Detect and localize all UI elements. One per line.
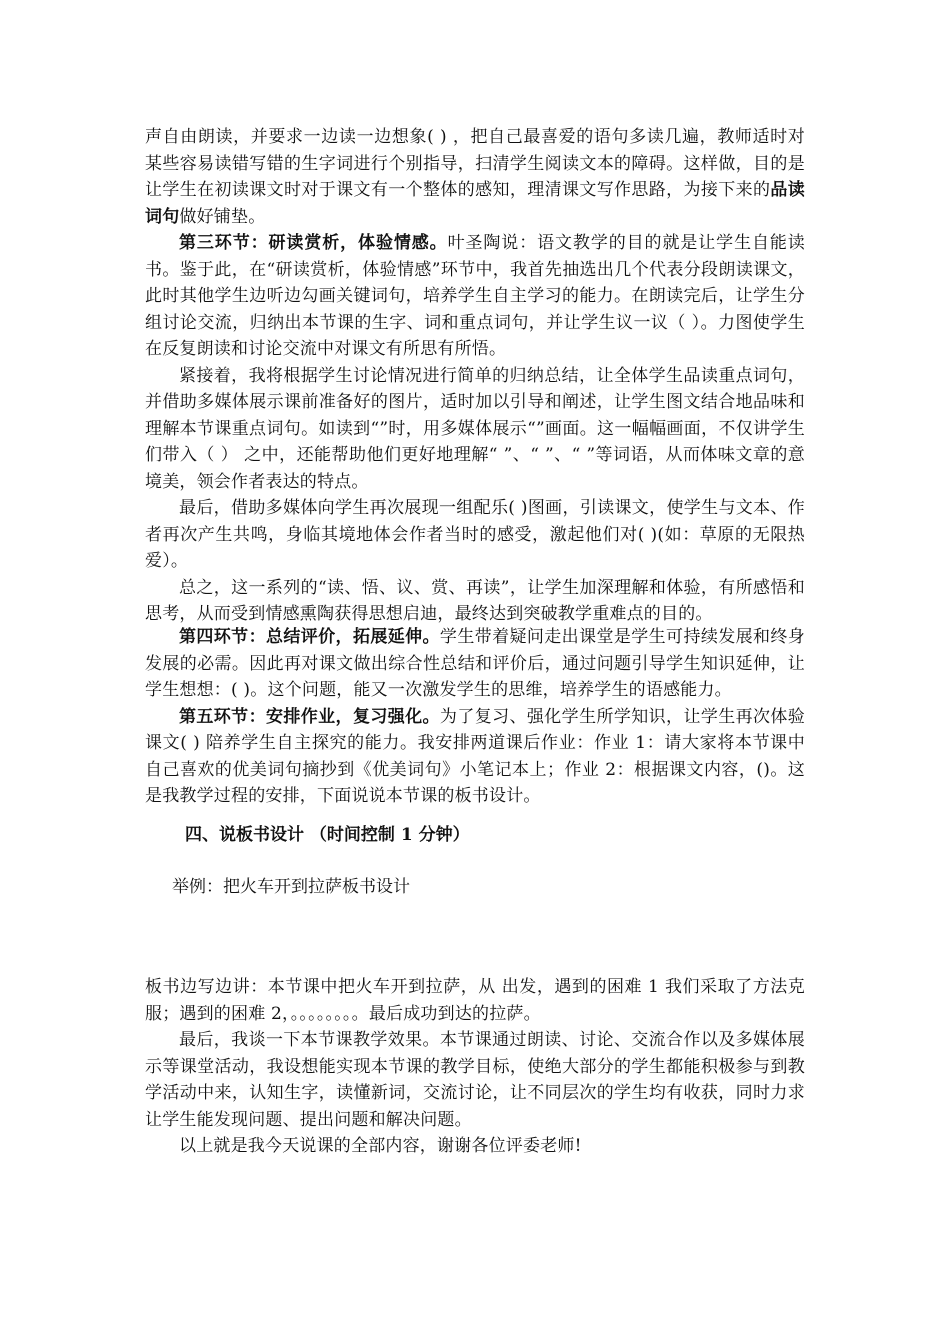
section-heading-step-four: 第四环节：总结评价，拓展延伸。 bbox=[179, 627, 440, 647]
paragraph-teaching-effect: 最后，我谈一下本节课教学效果。本节课通过朗读、讨论、交流合作以及多媒体展示等课堂活动，我设想能实现本节课的教学目标，使绝大部分的学生都能积极参与到教学活动中来，认知生字，读懂新词，交流讨论，让不同层次的学生均有收获，同时力求让学生能发现问题、提出问题和解决问题。 bbox=[145, 1030, 805, 1130]
paragraph-board-explanation: 板书边写边讲：本节课中把火车开到拉萨，从 出发，遇到的困难 1 我们采取了方法克服；遇到的困难 2，。。。。。。。。最后成功到达的拉萨。 bbox=[145, 977, 805, 1024]
text-block-top bbox=[145, 124, 805, 628]
paragraph-reading-intro bbox=[145, 124, 805, 230]
text-block-middle bbox=[145, 624, 805, 810]
paragraph-text: 学生带着疑问走出课堂是学生可持续发展和终身发展的必需。因此再对课文做出综合性总结和评价后，通过问题引导学生知识延伸，让学生想想：( )。这个问题，能又一次激发学生的思维，培养学生的语感能力。 bbox=[145, 627, 806, 700]
text-block-bottom bbox=[145, 974, 805, 1160]
paragraph-step-five bbox=[145, 704, 805, 810]
paragraph-text: 叶圣陶说：语文教学的目的就是让学生自能读书。鉴于此，在“研读赏析，体验情感”环节中，我首先抽选出几个代表分段朗读课文，此时其他学生边听边勾画关键词句，培养学生自主学习的能力。在朗读完后，让学生分组讨论交流，归纳出本节课的生字、词和重点词句，并让学生议一议（ ）。力图使学生在反复朗读和讨论交流中对课文有所思有所悟。 bbox=[145, 233, 806, 359]
paragraph-step-three bbox=[145, 230, 805, 363]
paragraph-text: 声自由朗读，并要求一边读一边想象( ) ，把自己最喜爱的语句多读几遍，教师适时对某些容易读错写错的生字词进行个别指导，扫清学生阅读文本的障碍。这样做，目的是让学生在初读课文时对于课文有一个整体的感知，理清课文写作思路，为接下来的 bbox=[145, 127, 805, 200]
board-design-example: 举例：把火车开到拉萨板书设计 bbox=[172, 877, 410, 897]
section-heading-step-five: 第五环节：安排作业，复习强化。 bbox=[179, 706, 440, 727]
paragraph-text: 为了复习、强化学生所学知识，让学生再次体验课文( ) 陪养学生自主探究的能力。我安排两道课后作业：作业 1：请大家将本节课中自己喜欢的优美词句摘抄到《优美词句》小笔记本上；作业 2：根据课文内容，()。这是我教学过程的安排，下面说说本节课的板书设计。 bbox=[145, 706, 806, 806]
section-heading-step-three: 第三环节：研读赏析，体验情感。 bbox=[179, 233, 448, 253]
paragraph-text: 做好铺垫。 bbox=[179, 206, 266, 227]
paragraph-closing: 以上就是我今天说课的全部内容，谢谢各位评委老师! bbox=[179, 1136, 582, 1156]
section-heading-board-design: 四、说板书设计 （时间控制 1 分钟） bbox=[185, 825, 470, 845]
bold-phrase: 品读词句 bbox=[145, 180, 805, 227]
paragraph-follow-up: 紧接着，我将根据学生讨论情况进行简单的归纳总结，让全体学生品读重点词句，并借助多媒体展示课前准备好的图片，适时加以引导和阐述，让学生图文结合地品味和理解本节课重点词句。如读到“”时，用多媒体展示“”画面。这一幅幅画面，不仅讲学生们带入（ ） 之中，还能帮助他们更好地理解“ ”、“ ”、“ ”等词语，从而体味文章的意境美，领会作者表达的特点。 bbox=[145, 365, 805, 492]
paragraph-multimedia: 最后，借助多媒体向学生再次展现一组配乐( )图画，引读课文，使学生与文本、作者再次产生共鸣，身临其境地体会作者当时的感受，激起他们对( )(如：草原的无限热爱）。 bbox=[145, 498, 805, 571]
paragraph-summary: 总之，这一系列的“读、悟、议、赏、再读”，让学生加深理解和体验，有所感悟和思考，从而受到情感熏陶获得思想启迪，最终达到突破教学重难点的目的。 bbox=[145, 577, 805, 624]
paragraph-step-four bbox=[145, 624, 805, 704]
